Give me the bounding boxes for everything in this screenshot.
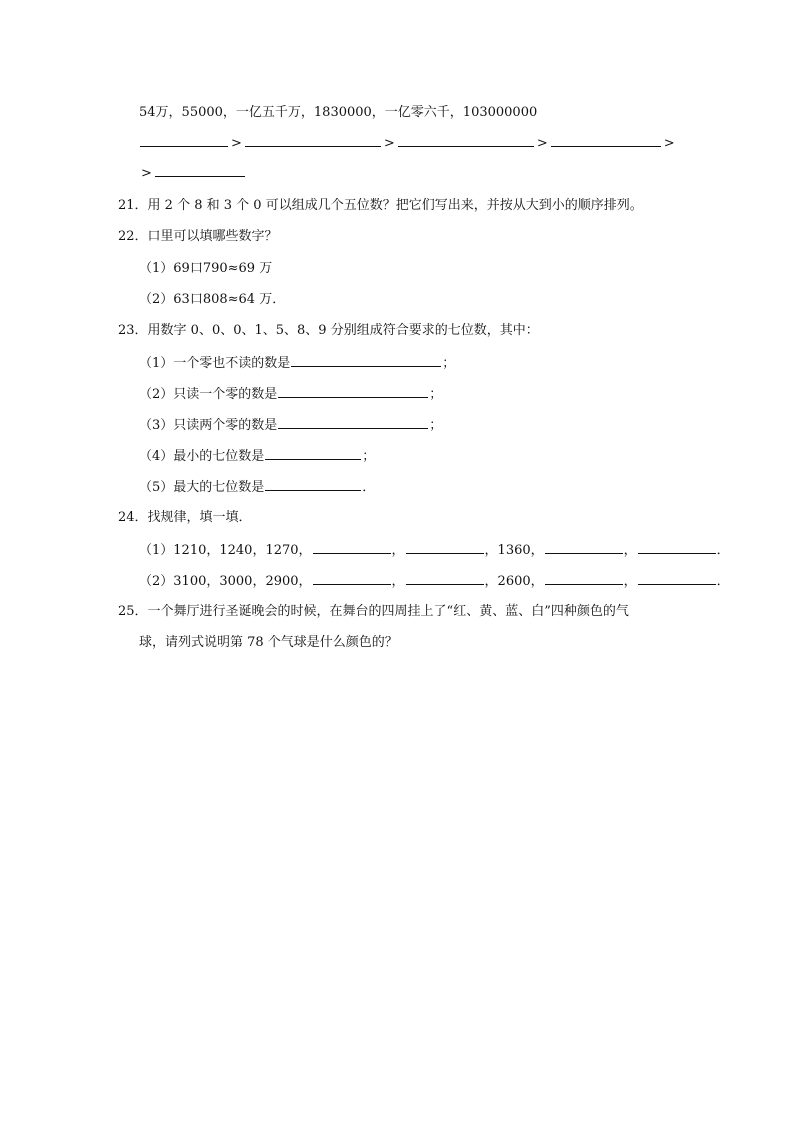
question-number: 22． [118, 229, 148, 244]
greater-than-sign: > [663, 136, 675, 151]
q23-item-4: （4）最小的七位数是 ； [139, 449, 376, 464]
answer-blank[interactable] [278, 385, 428, 398]
q23-item-3: （3）只读两个零的数是 ； [139, 418, 443, 433]
question-text: 用 2 个 8 和 3 个 0 可以组成几个五位数？把它们写出来，并按从大到小的顺序排列。 [147, 198, 643, 213]
question-number: 21． [118, 198, 148, 213]
question-text: 找规律，填一填． [147, 510, 252, 525]
greater-than-sign: > [141, 166, 152, 181]
q22-item-1: （1）69口790≈69 万 [139, 261, 273, 276]
answer-blank[interactable] [638, 541, 716, 554]
question-25 [118, 603, 629, 621]
q24-row-2: （2）3100，3000，2900， ， ，2600， ， ． [139, 574, 730, 589]
q24-row-1: （1）1210，1240，1270， ， ，1360， ， ． [139, 543, 730, 558]
greater-than-sign: > [231, 136, 242, 151]
q20-order-row-2 [139, 164, 246, 183]
question-text-line-1: 一个舞厅进行圣诞晚会的时候，在舞台的四周挂上了“红、黄、蓝、白”四种颜色的气 [147, 604, 629, 619]
answer-blank[interactable] [398, 134, 534, 147]
q23-item-1: （1）一个零也不读的数是 ； [139, 356, 456, 371]
answer-blank[interactable] [245, 134, 381, 147]
answer-blank[interactable] [140, 134, 228, 147]
question-23 [118, 322, 539, 340]
answer-blank[interactable] [313, 541, 391, 554]
answer-blank[interactable] [265, 447, 361, 460]
question-number: 25． [118, 604, 148, 619]
answer-blank[interactable] [265, 478, 361, 491]
answer-blank[interactable] [406, 572, 484, 585]
question-number: 24． [118, 510, 148, 525]
question-text: 用数字 0、0、0、1、5、8、9 分别组成符合要求的七位数，其中： [147, 323, 539, 338]
answer-blank[interactable] [291, 354, 441, 367]
question-22 [118, 228, 278, 246]
answer-blank[interactable] [545, 541, 623, 554]
answer-blank[interactable] [406, 541, 484, 554]
answer-blank[interactable] [545, 572, 623, 585]
q20-numbers: 54万，55000，一亿五千万，1830000，一亿零六千，103000000 [139, 105, 538, 120]
answer-blank[interactable] [155, 164, 245, 177]
q23-item-5: （5）最大的七位数是 ． [139, 480, 376, 495]
greater-than-sign: > [536, 136, 548, 151]
question-24 [118, 509, 252, 527]
question-21 [118, 197, 643, 215]
question-25-line-2: 球，请列式说明第 78 个气球是什么颜色的？ [139, 635, 398, 650]
q23-item-2: （2）只读一个零的数是 ； [139, 387, 443, 402]
question-number: 23． [118, 323, 148, 338]
answer-blank[interactable] [551, 134, 661, 147]
greater-than-sign: > [383, 136, 395, 151]
answer-blank[interactable] [313, 572, 391, 585]
question-text: 口里可以填哪些数字？ [147, 229, 278, 244]
q20-order-row [139, 134, 677, 153]
answer-blank[interactable] [638, 572, 716, 585]
answer-blank[interactable] [278, 416, 428, 429]
q22-item-2: （2）63口808≈64 万． [139, 292, 286, 307]
